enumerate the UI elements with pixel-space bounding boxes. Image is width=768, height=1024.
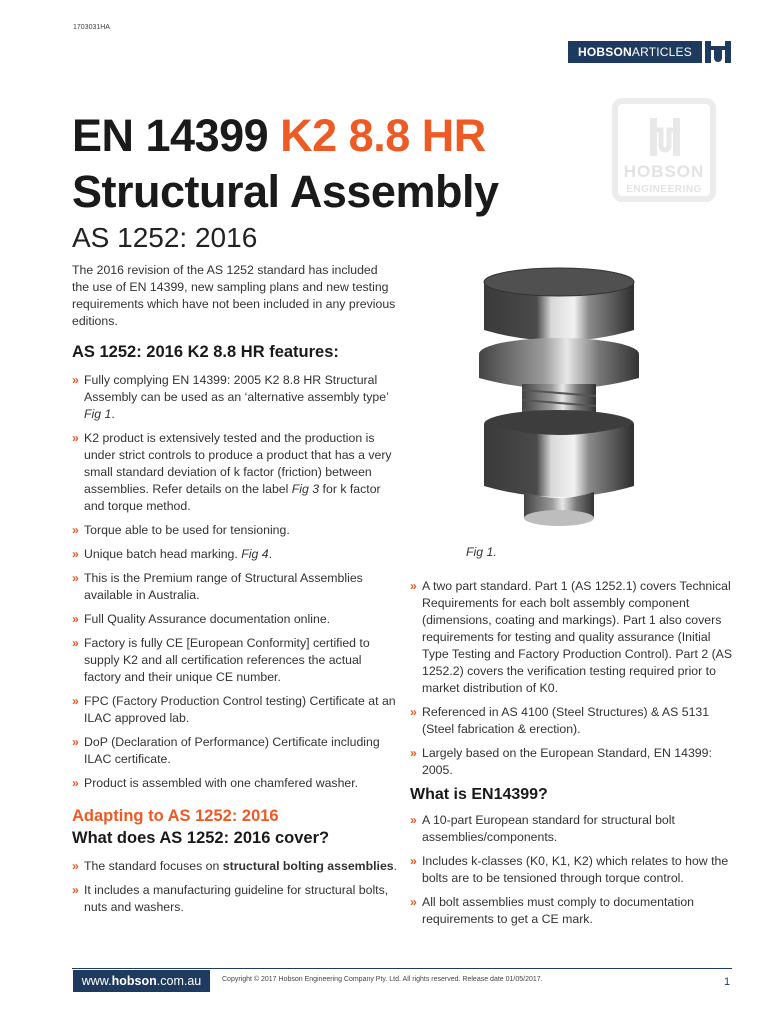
document-code: 1703031HA bbox=[73, 24, 110, 31]
bullet-marker-icon: » bbox=[410, 705, 417, 719]
list-item: » Includes k-classes (K0, K1, K2) which relates to how the bolts are to be tensioned through torque control. bbox=[410, 854, 729, 885]
hobson-articles-badge bbox=[568, 41, 702, 63]
list-item: » K2 product is extensively tested and the production is under strict controls to produce a product that has a very small standard deviation of k factor (friction) between assemblies. Refer details on the label Fig 3 for k factor and torque method. bbox=[72, 431, 392, 513]
list-item: » Fully complying EN 14399: 2005 K2 8.8 HR Structural Assembly can be used as an ‘alternative assembly type’ Fig 1. bbox=[72, 373, 389, 421]
bullet-marker-icon: » bbox=[410, 746, 417, 760]
hobson-engineering-watermark bbox=[612, 98, 716, 202]
list-item: » Factory is fully CE [European Conformity] certified to supply K2 and all certification references the actual factory and their unique CE number. bbox=[72, 636, 370, 684]
figure-caption: Fig 1. bbox=[466, 545, 497, 559]
right-column bbox=[410, 578, 736, 935]
brand-bold: HOBSON bbox=[578, 45, 632, 59]
bullet-marker-icon: » bbox=[72, 373, 79, 387]
list-item: » Unique batch head marking. Fig 4. bbox=[72, 547, 272, 561]
website-link[interactable]: www.hobson.com.au bbox=[73, 970, 210, 992]
page-subtitle: AS 1252: 2016 bbox=[72, 222, 258, 253]
bullet-marker-icon: » bbox=[410, 854, 417, 868]
list-item: » Largely based on the European Standard, EN 14399: 2005. bbox=[410, 746, 712, 777]
en14399-list bbox=[410, 812, 736, 928]
title-accent: K2 8.8 HR bbox=[280, 110, 486, 161]
bullet-marker-icon: » bbox=[410, 579, 417, 593]
bullet-marker-icon: » bbox=[72, 547, 79, 561]
bullet-marker-icon: » bbox=[72, 431, 79, 445]
title-part1: EN 14399 bbox=[72, 110, 281, 161]
list-item: » Torque able to be used for tensioning. bbox=[72, 523, 290, 537]
standard-list bbox=[410, 578, 736, 779]
bullet-marker-icon: » bbox=[72, 571, 79, 585]
page-number: 1 bbox=[724, 976, 731, 988]
list-item: » A two part standard. Part 1 (AS 1252.1) covers Technical Requirements for each bolt assembly component (dimensions, coating and markings). Part 1 also covers requirements for testing and quality assurance (Initial Type Testing and Factory Production Control). Part 2 (AS 1252.2) covers the verification testing required prior to market distribution of K0. bbox=[410, 579, 733, 695]
intro-paragraph: The 2016 revision of the AS 1252 standard has included the use of EN 14399, new sampling plans and new testing requirements which have not been included in any previous editions. bbox=[72, 263, 396, 328]
bullet-marker-icon: » bbox=[410, 813, 417, 827]
features-heading: AS 1252: 2016 K2 8.8 HR features: bbox=[72, 343, 339, 361]
list-item: » The standard focuses on structural bolting assemblies. bbox=[72, 859, 398, 873]
page-title-line2: Structural Assembly bbox=[72, 166, 499, 217]
list-item: » Product is assembled with one chamfered washer. bbox=[72, 776, 359, 790]
bullet-marker-icon: » bbox=[410, 895, 417, 909]
bullet-marker-icon: » bbox=[72, 859, 79, 873]
hobson-logo-icon bbox=[704, 40, 732, 64]
list-item: » DoP (Declaration of Performance) Certificate including ILAC certificate. bbox=[72, 735, 380, 766]
list-item: » A 10-part European standard for structural bolt assemblies/components. bbox=[410, 813, 675, 844]
brand-normal: ARTICLES bbox=[631, 45, 692, 59]
bullet-marker-icon: » bbox=[72, 883, 79, 897]
bullet-marker-icon: » bbox=[72, 694, 79, 708]
bullet-marker-icon: » bbox=[72, 612, 79, 626]
footer-divider bbox=[72, 968, 732, 969]
left-column bbox=[72, 343, 400, 923]
list-item: » FPC (Factory Production Control testing) Certificate at an ILAC approved lab. bbox=[72, 694, 396, 725]
watermark-line1: HOBSON bbox=[623, 162, 705, 181]
copyright-text: Copyright © 2017 Hobson Engineering Company Pty. Ltd. All rights reserved. Release date 01/05/2017. bbox=[222, 976, 543, 983]
list-item: » This is the Premium range of Structural Assemblies available in Australia. bbox=[72, 571, 363, 602]
en14399-heading: What is EN14399? bbox=[410, 786, 548, 803]
bullet-marker-icon: » bbox=[72, 735, 79, 749]
page-title-line1 bbox=[72, 110, 486, 162]
list-item: » Referenced in AS 4100 (Steel Structures) & AS 5131 (Steel fabrication & erection). bbox=[410, 705, 710, 736]
list-item: » It includes a manufacturing guideline for structural bolts, nuts and washers. bbox=[72, 883, 389, 914]
bullet-marker-icon: » bbox=[72, 776, 79, 790]
cover-heading: What does AS 1252: 2016 cover? bbox=[72, 829, 330, 847]
bolt-assembly-figure bbox=[474, 264, 644, 540]
list-item: » All bolt assemblies must comply to documentation requirements to get a CE mark. bbox=[410, 895, 695, 926]
list-item: » Full Quality Assurance documentation online. bbox=[72, 612, 331, 626]
cover-list bbox=[72, 858, 400, 916]
watermark-line2: ENGINEERING bbox=[626, 184, 702, 195]
features-list bbox=[72, 372, 400, 792]
bullet-marker-icon: » bbox=[72, 523, 79, 537]
adapting-heading: Adapting to AS 1252: 2016 bbox=[72, 807, 279, 825]
watermark-h-icon bbox=[650, 118, 680, 156]
bullet-marker-icon: » bbox=[72, 636, 79, 650]
